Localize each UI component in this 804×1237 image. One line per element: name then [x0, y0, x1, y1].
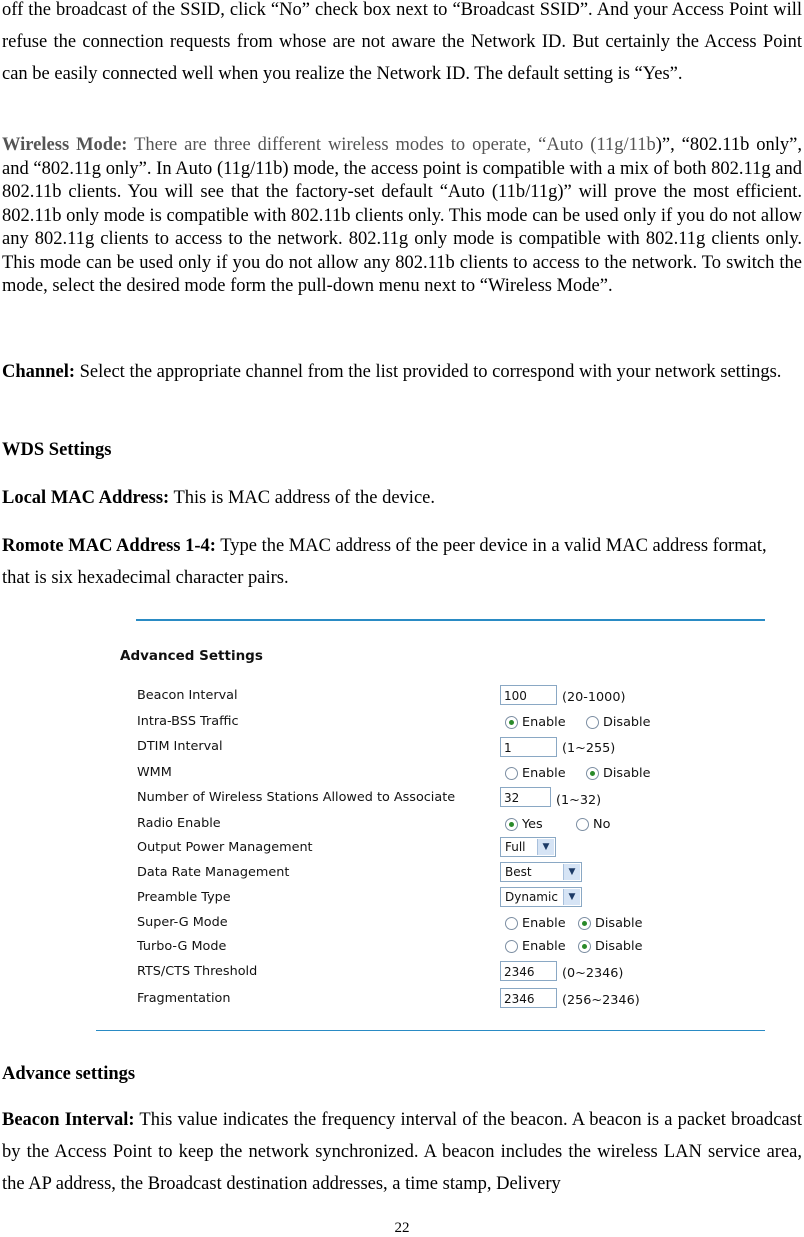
remote-mac-paragraph [2, 530, 796, 594]
intra-bss-disable-label: Disable [603, 715, 651, 730]
intra-bss-label: Intra-BSS Traffic [137, 714, 239, 729]
super-g-enable-radio[interactable] [505, 917, 518, 930]
turbo-g-enable-label: Enable [522, 939, 566, 954]
local-mac-paragraph [2, 482, 802, 514]
remote-mac-label: Romote MAC Address 1-4: [2, 536, 216, 556]
wds-heading: WDS Settings [2, 440, 112, 460]
rts-cts-hint: (0~2346) [562, 966, 624, 981]
radio-enable-label: Radio Enable [137, 816, 221, 831]
panel-title: Advanced Settings [120, 648, 263, 664]
dtim-hint: (1~255) [562, 741, 616, 756]
wmm-label: WMM [137, 765, 172, 780]
dtim-input[interactable]: 1 [500, 737, 557, 757]
beacon-label: Beacon Interval: [2, 1110, 135, 1130]
radio-no-label: No [593, 817, 611, 832]
preamble-label: Preamble Type [137, 890, 231, 905]
stations-label: Number of Wireless Stations Allowed to Associate [137, 790, 456, 805]
remote-mac-text: Type the MAC address of the peer device in a valid MAC address format, that is six hexadecimal character pairs. [2, 536, 767, 588]
fragmentation-label: Fragmentation [137, 991, 231, 1006]
beacon-paragraph [2, 1104, 802, 1200]
fragmentation-input[interactable]: 2346 [500, 988, 557, 1008]
local-mac-label: Local MAC Address: [2, 488, 170, 508]
fragmentation-hint: (256~2346) [562, 993, 640, 1008]
intra-bss-enable-radio[interactable] [505, 716, 518, 729]
preamble-value: Dynamic [505, 890, 558, 904]
radio-no-radio[interactable] [576, 818, 589, 831]
wireless-mode-paragraph [2, 134, 802, 299]
channel-paragraph [2, 356, 802, 388]
turbo-g-disable-radio[interactable] [578, 940, 591, 953]
chevron-down-icon: ▼ [563, 864, 580, 880]
wireless-mode-label: Wireless Mode: [2, 135, 128, 155]
local-mac-text: This is MAC address of the device. [169, 488, 435, 508]
turbo-g-label: Turbo-G Mode [137, 939, 227, 954]
data-rate-label: Data Rate Management [137, 865, 290, 880]
panel-top-rule [136, 619, 765, 621]
advance-settings-heading: Advance settings [2, 1064, 136, 1084]
data-rate-value: Best [505, 865, 532, 879]
page-number: 22 [394, 1220, 410, 1236]
preamble-select[interactable] [500, 887, 582, 907]
beacon-interval-hint: (20-1000) [562, 690, 626, 705]
super-g-enable-label: Enable [522, 916, 566, 931]
output-power-label: Output Power Management [137, 840, 313, 855]
wmm-disable-label: Disable [603, 766, 651, 781]
super-g-label: Super-G Mode [137, 915, 228, 930]
intra-bss-disable-radio[interactable] [586, 716, 599, 729]
wireless-mode-lead: There are three different wireless modes to operate, “Auto (11g/11b [127, 135, 656, 155]
dtim-label: DTIM Interval [137, 739, 223, 754]
radio-yes-label: Yes [522, 817, 543, 832]
stations-input[interactable]: 32 [500, 787, 551, 807]
beacon-text: This value indicates the frequency interval of the beacon. A beacon is a packet broadcast by the Access Point to keep the network synchronized. A beacon includes the wireless LAN service area, the AP address, the Broadcast destination addresses, a time stamp, Delivery [2, 1110, 802, 1194]
rts-cts-label: RTS/CTS Threshold [137, 964, 258, 979]
wmm-enable-radio[interactable] [505, 767, 518, 780]
turbo-g-enable-radio[interactable] [505, 940, 518, 953]
channel-text: Select the appropriate channel from the list provided to correspond with your network settings. [75, 362, 782, 382]
chevron-down-icon: ▼ [563, 889, 580, 905]
rts-cts-input[interactable]: 2346 [500, 961, 557, 981]
intra-bss-enable-label: Enable [522, 715, 566, 730]
panel-bottom-rule [96, 1030, 765, 1031]
chevron-down-icon: ▼ [537, 839, 554, 855]
wireless-mode-text: )”, “802.11b only”, and “802.11g only”. In Auto (11g/11b) mode, the access point is compatible with a mix of both 802.11g and 802.11b clients. You will see that the factory-set default “Auto (11b/11g)” will prove the most efficient. 802.11b only mode is compatible with 802.11b clients only. This mode can be used only if you do not allow any 802.11g clients to access to the network. 802.11g only mode is compatible with 802.11g clients only. This mode can be used only if you do not allow any 802.11b clients to access to the network. To switch the mode, select the desired mode form the pull-down menu next to “Wireless Mode”. [2, 135, 802, 296]
super-g-disable-label: Disable [595, 916, 643, 931]
super-g-disable-radio[interactable] [578, 917, 591, 930]
intro-paragraph: off the broadcast of the SSID, click “No” check box next to “Broadcast SSID”. And your Access Point will refuse the connection requests from whose are not aware the Network ID. But certainly the Access Point can be easily connected well when you realize the Network ID. The default setting is “Yes”. [2, 0, 802, 84]
output-power-select[interactable] [500, 837, 556, 857]
radio-yes-radio[interactable] [505, 818, 518, 831]
beacon-interval-label: Beacon Interval [137, 688, 238, 703]
beacon-interval-input[interactable]: 100 [500, 685, 557, 705]
data-rate-select[interactable] [500, 862, 582, 882]
channel-label: Channel: [2, 362, 75, 382]
stations-hint: (1~32) [556, 793, 602, 808]
output-power-value: Full [505, 840, 526, 854]
wmm-disable-radio[interactable] [586, 767, 599, 780]
wmm-enable-label: Enable [522, 766, 566, 781]
turbo-g-disable-label: Disable [595, 939, 643, 954]
